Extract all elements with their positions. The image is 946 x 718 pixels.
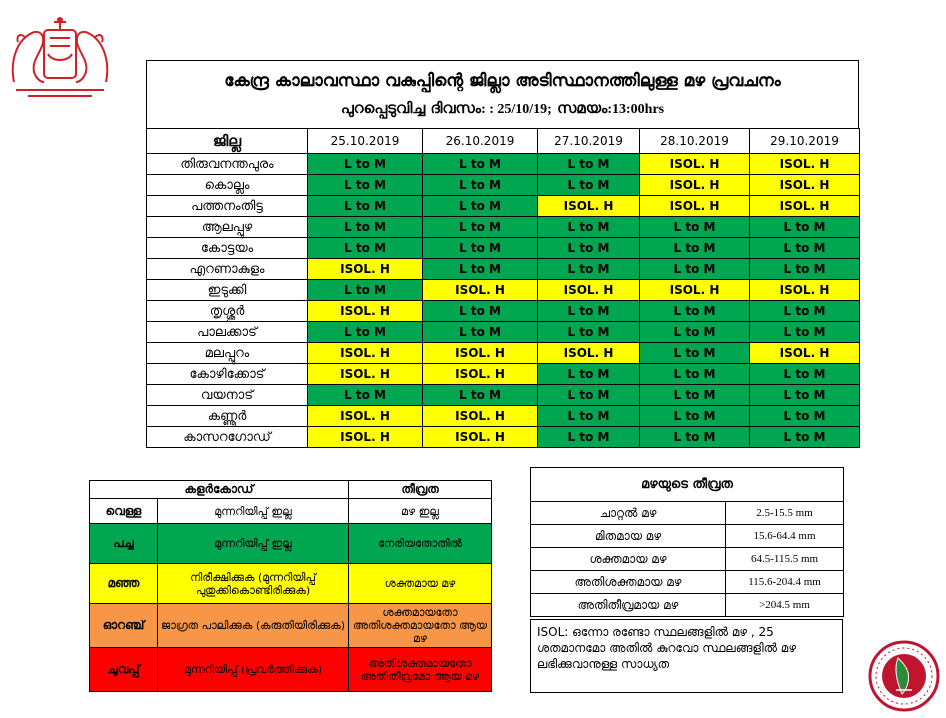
colour-code-row	[90, 604, 492, 648]
rain-intensity-label: അതിശക്തമായ മഴ	[531, 571, 726, 594]
rain-intensity-label: ശക്തമായ മഴ	[531, 548, 726, 571]
colour-code-meaning: ജാഗ്രത പാലിക്കുക (കരുതിയിരിക്കുക)	[158, 604, 349, 648]
district-column-header: ജില്ല	[147, 129, 308, 154]
table-row	[147, 238, 860, 259]
forecast-cell: L to M	[750, 406, 860, 427]
district-name: വയനാട്	[147, 385, 308, 406]
time-value: :13:00hrs	[607, 102, 665, 117]
district-name: എറണാകുളം	[147, 259, 308, 280]
forecast-cell: ISOL. H	[308, 364, 423, 385]
forecast-cell: ISOL. H	[423, 427, 538, 448]
forecast-cell: L to M	[538, 385, 640, 406]
issued-value: : : 25/10/19;	[481, 102, 552, 117]
forecast-cell: L to M	[308, 154, 423, 175]
time-label: സമയം	[557, 99, 608, 117]
page-title: കേന്ദ്ര കാലാവസ്ഥാ വകുപ്പിന്റെ ജില്ലാ അടിസ്ഥാനത്തിലുള്ള മഴ പ്രവചനം	[224, 71, 781, 91]
rain-intensity-title-row	[531, 468, 844, 502]
colour-code-row	[90, 524, 492, 564]
rain-intensity-label: മിതമായ മഴ	[531, 525, 726, 548]
forecast-cell: ISOL. H	[308, 427, 423, 448]
forecast-cell: L to M	[538, 175, 640, 196]
colour-code-name: മഞ്ഞ	[90, 564, 158, 604]
forecast-cell: L to M	[423, 196, 538, 217]
forecast-cell: L to M	[640, 301, 750, 322]
forecast-cell: L to M	[750, 385, 860, 406]
colour-code-intensity: ശക്തമായ മഴ	[349, 564, 492, 604]
forecast-cell: ISOL. H	[308, 406, 423, 427]
colour-code-intensity: ശക്തമായതോ അതിശക്തമായതോ ആയ മഴ	[349, 604, 492, 648]
forecast-cell: L to M	[640, 259, 750, 280]
forecast-cell: L to M	[423, 154, 538, 175]
colour-code-body	[90, 481, 492, 692]
forecast-cell: L to M	[750, 238, 860, 259]
colour-code-table	[89, 480, 492, 692]
district-name: കോഴിക്കോട്	[147, 364, 308, 385]
forecast-cell: L to M	[750, 364, 860, 385]
district-name: കണ്ണൂർ	[147, 406, 308, 427]
colour-code-meaning: മുന്നറിയിപ്പ് ഇല്ല	[158, 524, 349, 564]
forecast-cell: L to M	[750, 427, 860, 448]
forecast-cell: ISOL. H	[308, 343, 423, 364]
district-name: കാസറഗോഡ്	[147, 427, 308, 448]
forecast-cell: L to M	[308, 322, 423, 343]
forecast-cell: L to M	[538, 301, 640, 322]
date-column-header: 26.10.2019	[423, 129, 538, 154]
table-row	[147, 196, 860, 217]
colour-code-header-row	[90, 481, 492, 499]
colour-code-row	[90, 648, 492, 692]
table-row	[147, 322, 860, 343]
forecast-cell: L to M	[640, 238, 750, 259]
forecast-cell: L to M	[640, 322, 750, 343]
forecast-cell: L to M	[538, 217, 640, 238]
intensity-header: തീവ്രത	[349, 481, 492, 499]
date-column-header: 25.10.2019	[308, 129, 423, 154]
colour-code-intensity: മഴ ഇല്ല	[349, 499, 492, 524]
forecast-cell: L to M	[538, 238, 640, 259]
forecast-cell: ISOL. H	[538, 343, 640, 364]
forecast-cell: ISOL. H	[308, 301, 423, 322]
forecast-cell: ISOL. H	[750, 154, 860, 175]
rain-intensity-label: ചാറ്റൽ മഴ	[531, 502, 726, 525]
forecast-cell: L to M	[423, 238, 538, 259]
rain-intensity-range: 2.5-15.5 mm	[726, 502, 844, 525]
forecast-cell: ISOL. H	[640, 196, 750, 217]
forecast-cell: L to M	[640, 364, 750, 385]
forecast-cell: L to M	[308, 280, 423, 301]
colour-code-meaning: നിരീക്ഷിക്കുക (മുന്നറിയിപ്പ് പുതുക്കികൊണ്ടിരിക്കുക)	[158, 564, 349, 604]
rain-intensity-body	[531, 468, 844, 617]
forecast-header-row	[147, 129, 860, 154]
table-row	[147, 217, 860, 238]
district-name: ഇടുക്കി	[147, 280, 308, 301]
table-row	[147, 154, 860, 175]
forecast-cell: ISOL. H	[423, 343, 538, 364]
colour-code-name: വെള്ള	[90, 499, 158, 524]
forecast-cell: L to M	[423, 322, 538, 343]
colour-code-row	[90, 499, 492, 524]
forecast-cell: L to M	[538, 259, 640, 280]
forecast-cell: ISOL. H	[423, 406, 538, 427]
forecast-cell: L to M	[423, 217, 538, 238]
district-name: ആലപ്പുഴ	[147, 217, 308, 238]
forecast-cell: L to M	[308, 238, 423, 259]
district-name: കൊല്ലം	[147, 175, 308, 196]
forecast-cell: L to M	[538, 364, 640, 385]
table-row	[147, 280, 860, 301]
district-name: തിരുവനന്തപുരം	[147, 154, 308, 175]
forecast-cell: ISOL. H	[423, 280, 538, 301]
forecast-cell: L to M	[750, 259, 860, 280]
forecast-cell: L to M	[750, 217, 860, 238]
forecast-cell: L to M	[423, 301, 538, 322]
date-column-header: 28.10.2019	[640, 129, 750, 154]
issue-info	[147, 92, 858, 122]
forecast-cell: ISOL. H	[423, 364, 538, 385]
forecast-cell: ISOL. H	[750, 280, 860, 301]
table-row	[147, 259, 860, 280]
forecast-cell: L to M	[538, 154, 640, 175]
forecast-cell: ISOL. H	[640, 280, 750, 301]
table-row	[147, 406, 860, 427]
forecast-cell: ISOL. H	[750, 196, 860, 217]
forecast-cell: L to M	[538, 427, 640, 448]
forecast-cell: ISOL. H	[538, 196, 640, 217]
rain-intensity-row	[531, 525, 844, 548]
forecast-table	[146, 128, 860, 448]
date-column-header: 27.10.2019	[538, 129, 640, 154]
forecast-cell: L to M	[750, 301, 860, 322]
forecast-cell: ISOL. H	[750, 175, 860, 196]
table-row	[147, 343, 860, 364]
district-name: പാലക്കാട്	[147, 322, 308, 343]
rain-intensity-range: 115.6-204.4 mm	[726, 571, 844, 594]
forecast-cell: ISOL. H	[538, 280, 640, 301]
colour-code-header: കളർകോഡ്	[90, 481, 349, 499]
forecast-cell: L to M	[308, 196, 423, 217]
district-name: പത്തനംതിട്ട	[147, 196, 308, 217]
district-name: കോട്ടയം	[147, 238, 308, 259]
forecast-cell: L to M	[308, 175, 423, 196]
colour-code-name: ചുവപ്പ്	[90, 648, 158, 692]
forecast-cell: L to M	[308, 217, 423, 238]
forecast-cell: ISOL. H	[750, 343, 860, 364]
forecast-cell: L to M	[640, 385, 750, 406]
colour-code-meaning: മുന്നറിയിപ്പ് (പ്രവർത്തിക്കുക)	[158, 648, 349, 692]
rain-intensity-range: 15.6-64.4 mm	[726, 525, 844, 548]
forecast-cell: ISOL. H	[640, 154, 750, 175]
rain-intensity-title: മഴയുടെ തീവ്രത	[531, 468, 844, 502]
forecast-cell: L to M	[640, 406, 750, 427]
ksdma-logo	[866, 638, 942, 714]
forecast-cell: L to M	[640, 217, 750, 238]
table-row	[147, 364, 860, 385]
forecast-cell: L to M	[423, 259, 538, 280]
rain-intensity-row	[531, 502, 844, 525]
district-name: മലപ്പുറം	[147, 343, 308, 364]
rain-intensity-row	[531, 594, 844, 617]
rain-intensity-table	[530, 467, 844, 617]
table-row	[147, 301, 860, 322]
forecast-cell: L to M	[538, 322, 640, 343]
rain-intensity-range: 64.5-115.5 mm	[726, 548, 844, 571]
rain-intensity-label: അതിതീവ്രമായ മഴ	[531, 594, 726, 617]
issued-label: പുറപ്പെടുവിച്ച ദിവസം	[340, 99, 482, 117]
colour-code-row	[90, 564, 492, 604]
forecast-cell: ISOL. H	[640, 175, 750, 196]
table-row	[147, 175, 860, 196]
forecast-cell: L to M	[640, 427, 750, 448]
forecast-cell: L to M	[308, 385, 423, 406]
colour-code-intensity: നേരിയതോതിൽ	[349, 524, 492, 564]
table-row	[147, 427, 860, 448]
colour-code-name: ഓറഞ്ച്	[90, 604, 158, 648]
forecast-cell: L to M	[423, 175, 538, 196]
table-row	[147, 385, 860, 406]
forecast-cell: L to M	[750, 322, 860, 343]
forecast-cell: L to M	[640, 343, 750, 364]
isol-note: ISOL: ഒന്നോ രണ്ടോ സ്ഥലങ്ങളിൽ മഴ , 25 ശതമാനമോ അതിൽ കുറവോ സ്ഥലങ്ങളിൽ മഴ ലഭിക്കുവാനുള്ള സാധ്യത	[530, 619, 843, 693]
kerala-emblem-logo	[6, 12, 114, 100]
forecast-cell: L to M	[538, 406, 640, 427]
rain-intensity-row	[531, 571, 844, 594]
forecast-title-box	[146, 60, 859, 128]
colour-code-intensity: അതിശക്തമായതോ അതിതീവ്രമോ ആയ മഴ	[349, 648, 492, 692]
forecast-cell: L to M	[423, 385, 538, 406]
rain-intensity-range: >204.5 mm	[726, 594, 844, 617]
forecast-cell: ISOL. H	[308, 259, 423, 280]
rain-intensity-row	[531, 548, 844, 571]
colour-code-name: പച്ച	[90, 524, 158, 564]
forecast-body	[147, 154, 860, 448]
district-name: തൃശ്ശൂർ	[147, 301, 308, 322]
date-column-header: 29.10.2019	[750, 129, 860, 154]
colour-code-meaning: മുന്നറിയിപ്പ് ഇല്ല	[158, 499, 349, 524]
forecast-panel	[146, 60, 859, 448]
